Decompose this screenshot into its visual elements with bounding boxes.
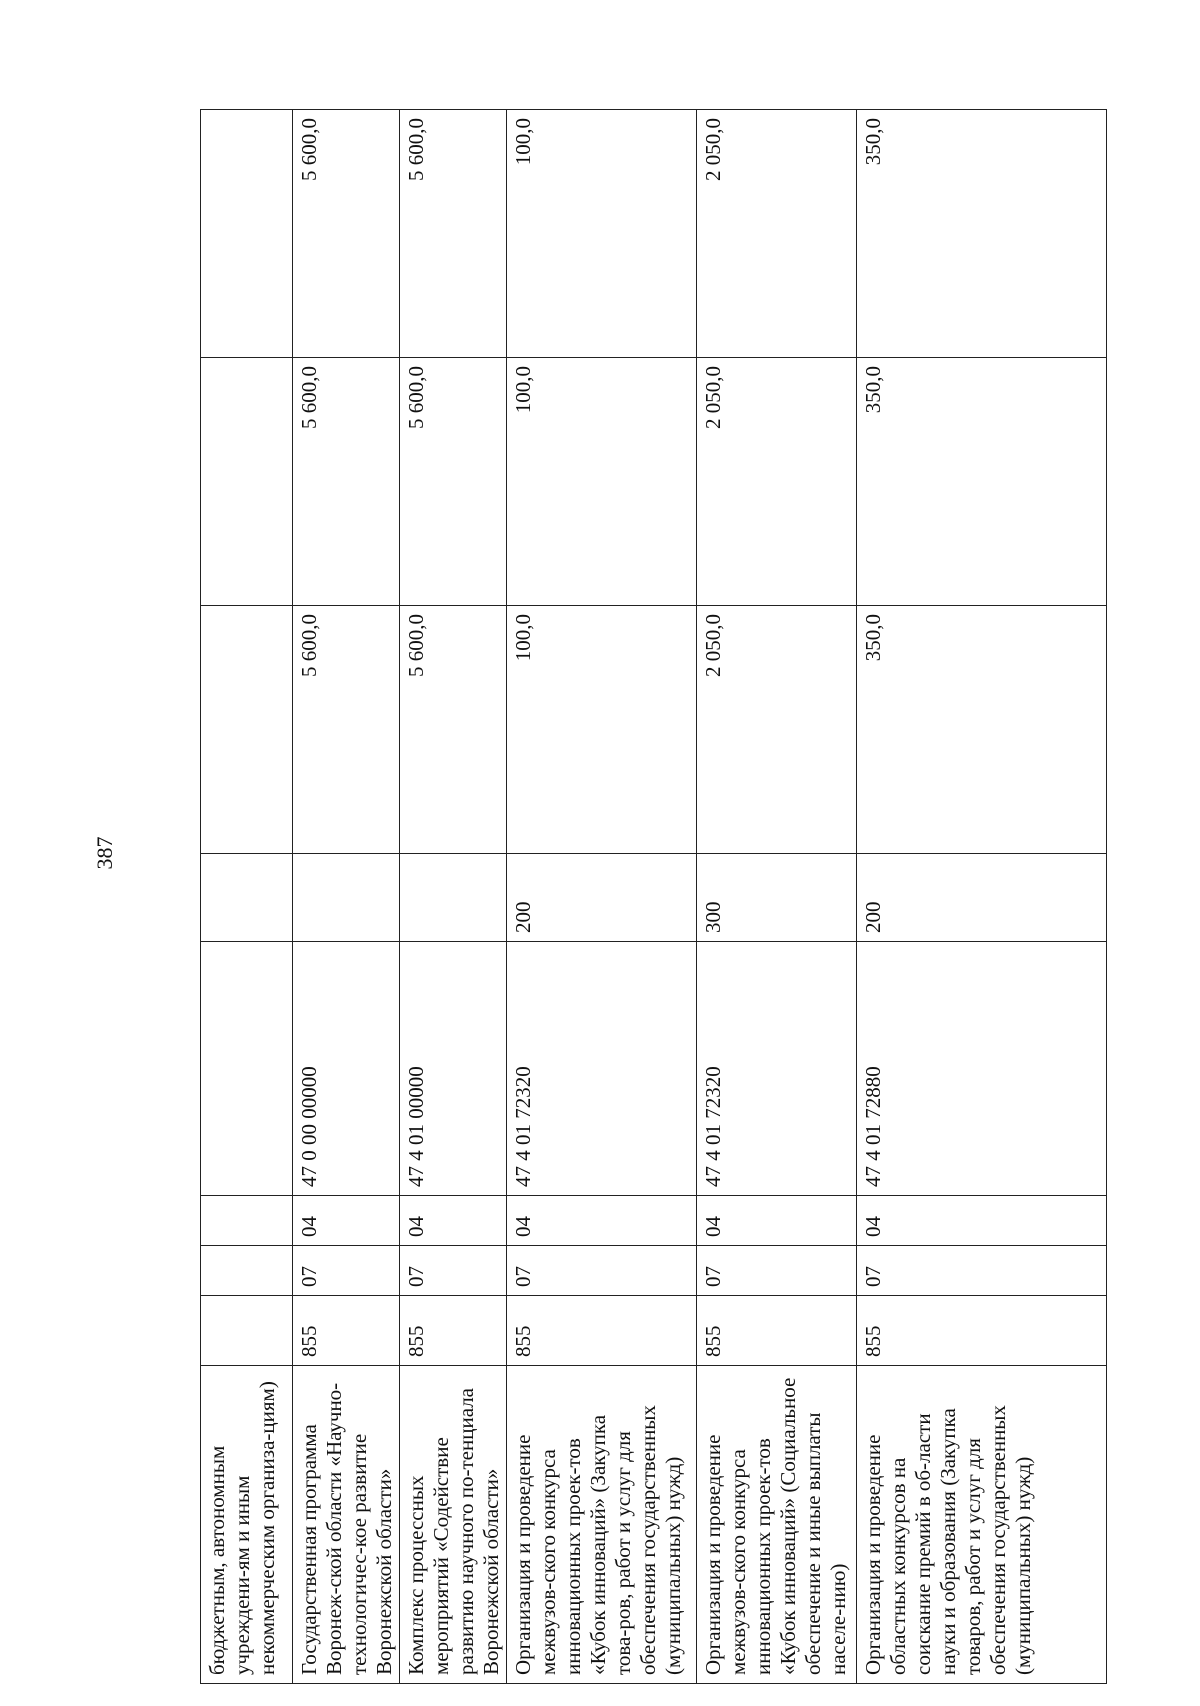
amount-year-3: 350,0 bbox=[857, 110, 1107, 358]
section-code bbox=[201, 1246, 293, 1296]
amount-year-1: 100,0 bbox=[507, 606, 697, 854]
section-code: 07 bbox=[697, 1246, 857, 1296]
grbs-code: 855 bbox=[857, 1296, 1107, 1366]
amount-year-2: 350,0 bbox=[857, 358, 1107, 606]
table-row bbox=[857, 110, 1107, 1684]
table-row bbox=[201, 110, 293, 1684]
amount-year-1: 2 050,0 bbox=[697, 606, 857, 854]
amount-year-2: 2 050,0 bbox=[697, 358, 857, 606]
grbs-code: 855 bbox=[400, 1296, 507, 1366]
expense-type-code bbox=[201, 854, 293, 942]
target-article-code: 47 4 01 72320 bbox=[697, 942, 857, 1196]
grbs-code: 855 bbox=[507, 1296, 697, 1366]
table-row bbox=[697, 110, 857, 1684]
table-row bbox=[400, 110, 507, 1684]
subsection-code: 04 bbox=[400, 1196, 507, 1246]
amount-year-3: 100,0 bbox=[507, 110, 697, 358]
amount-year-3: 5 600,0 bbox=[293, 110, 400, 358]
section-code: 07 bbox=[507, 1246, 697, 1296]
expense-type-code: 200 bbox=[507, 854, 697, 942]
row-name: Организация и проведение межвузов-ского конкурса инновационных проек-тов «Кубок инноваций» (Закупка това-ров, работ и услуг для обеспечения государственных (муниципальных) нужд) bbox=[507, 1366, 697, 1684]
amount-year-2 bbox=[201, 358, 293, 606]
table-row bbox=[293, 110, 400, 1684]
section-code: 07 bbox=[400, 1246, 507, 1296]
amount-year-3 bbox=[201, 110, 293, 358]
expense-type-code bbox=[400, 854, 507, 942]
target-article-code bbox=[201, 942, 293, 1196]
grbs-code: 855 bbox=[293, 1296, 400, 1366]
amount-year-2: 5 600,0 bbox=[400, 358, 507, 606]
subsection-code: 04 bbox=[293, 1196, 400, 1246]
amount-year-1: 350,0 bbox=[857, 606, 1107, 854]
grbs-code: 855 bbox=[697, 1296, 857, 1366]
target-article-code: 47 0 00 00000 bbox=[293, 942, 400, 1196]
target-article-code: 47 4 01 72880 bbox=[857, 942, 1107, 1196]
amount-year-2: 5 600,0 bbox=[293, 358, 400, 606]
row-name: бюджетным, автономным учреждени-ям и иным некоммерческим организа-циям) bbox=[201, 1366, 293, 1684]
amount-year-3: 5 600,0 bbox=[400, 110, 507, 358]
expense-type-code bbox=[293, 854, 400, 942]
expense-type-code: 300 bbox=[697, 854, 857, 942]
amount-year-1 bbox=[201, 606, 293, 854]
subsection-code bbox=[201, 1196, 293, 1246]
rotated-table-container bbox=[200, 110, 1080, 1684]
subsection-code: 04 bbox=[857, 1196, 1107, 1246]
section-code: 07 bbox=[857, 1246, 1107, 1296]
amount-year-1: 5 600,0 bbox=[293, 606, 400, 854]
row-name: Организация и проведение межвузов-ского конкурса инновационных проек-тов «Кубок инноваций» (Социальное обеспечение и иные выплаты населе-нию) bbox=[697, 1366, 857, 1684]
page-number: 387 bbox=[92, 836, 117, 870]
amount-year-1: 5 600,0 bbox=[400, 606, 507, 854]
target-article-code: 47 4 01 00000 bbox=[400, 942, 507, 1196]
section-code: 07 bbox=[293, 1246, 400, 1296]
grbs-code bbox=[201, 1296, 293, 1366]
subsection-code: 04 bbox=[697, 1196, 857, 1246]
row-name: Государственная программа Воронеж-ской области «Научно-технологичес-кое развитие Воронежской области» bbox=[293, 1366, 400, 1684]
budget-table bbox=[200, 109, 1107, 1684]
row-name: Комплекс процессных мероприятий «Содействие развитию научного по-тенциала Воронежской области» bbox=[400, 1366, 507, 1684]
expense-type-code: 200 bbox=[857, 854, 1107, 942]
row-name: Организация и проведение областных конкурсов на соискание премий в об-ласти науки и образования (Закупка товаров, работ и услуг для обеспечения государственных (муниципальных) нужд) bbox=[857, 1366, 1107, 1684]
table-row bbox=[507, 110, 697, 1684]
target-article-code: 47 4 01 72320 bbox=[507, 942, 697, 1196]
subsection-code: 04 bbox=[507, 1196, 697, 1246]
amount-year-3: 2 050,0 bbox=[697, 110, 857, 358]
amount-year-2: 100,0 bbox=[507, 358, 697, 606]
